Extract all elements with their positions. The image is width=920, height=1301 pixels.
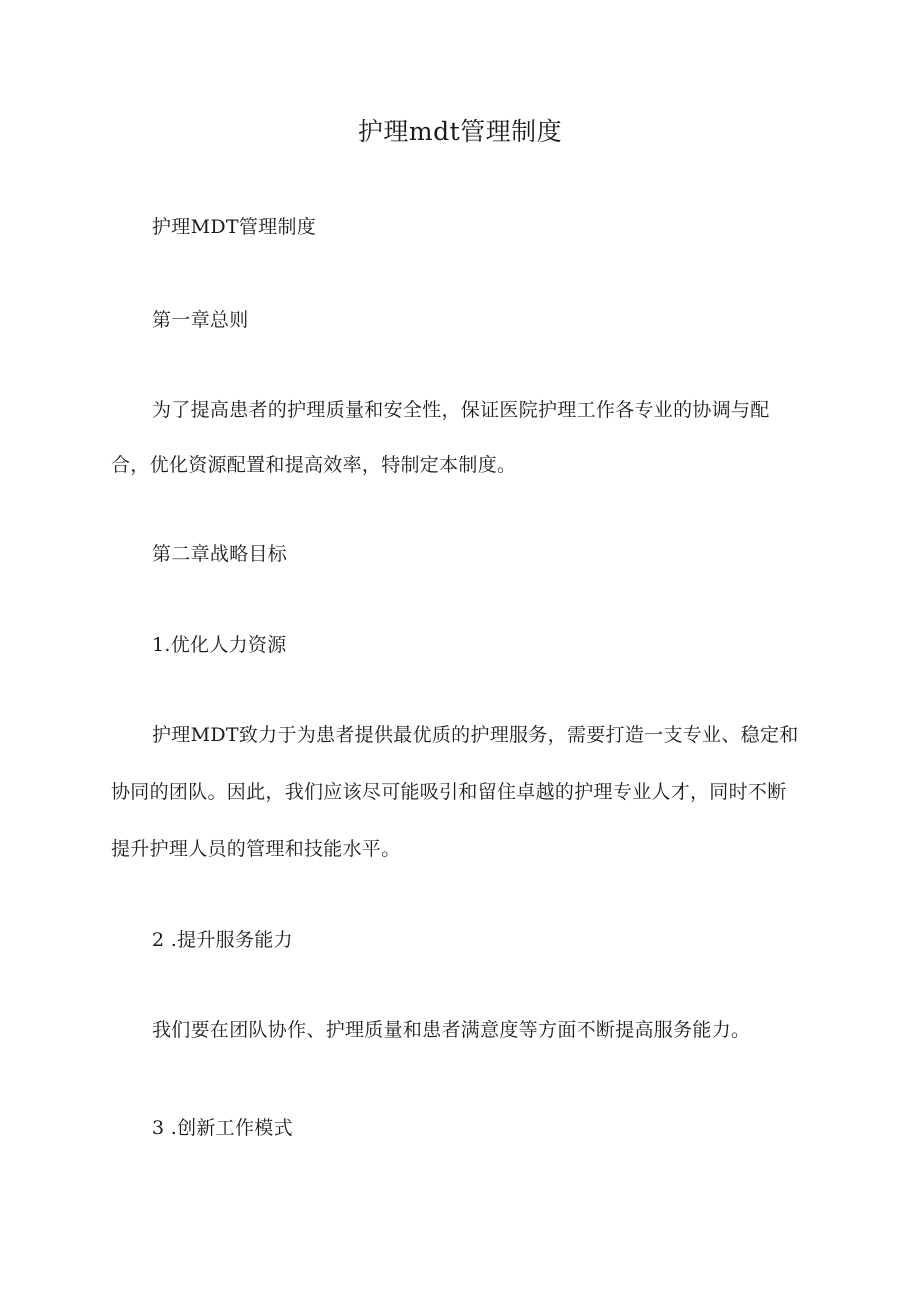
document-title: 护理mdt管理制度 — [357, 117, 563, 146]
chapter-1-heading: 第一章总则 — [152, 309, 249, 331]
section-heading: 2 .提升服务能力 — [152, 929, 293, 951]
subtitle: 护理MDT管理制度 — [152, 216, 317, 238]
section-heading: 1.优化人力资源 — [152, 634, 287, 656]
paragraph-line: 为了提高患者的护理质量和安全性，保证医院护理工作各专业的协调与配 — [152, 399, 770, 421]
chapter-2-heading: 第二章战略目标 — [152, 543, 288, 565]
paragraph-line: 协同的团队。因此，我们应该尽可能吸引和留住卓越的护理专业人才，同时不断 — [111, 781, 787, 803]
paragraph-line: 合，优化资源配置和提高效率，特制定本制度。 — [111, 454, 517, 476]
paragraph-line: 护理MDT致力于为患者提供最优质的护理服务，需要打造一支专业、稳定和 — [152, 724, 799, 746]
paragraph-line: 提升护理人员的管理和技能水平。 — [111, 838, 401, 860]
paragraph-line: 我们要在团队协作、护理质量和患者满意度等方面不断提高服务能力。 — [152, 1019, 751, 1041]
section-heading: 3 .创新工作模式 — [152, 1117, 293, 1139]
